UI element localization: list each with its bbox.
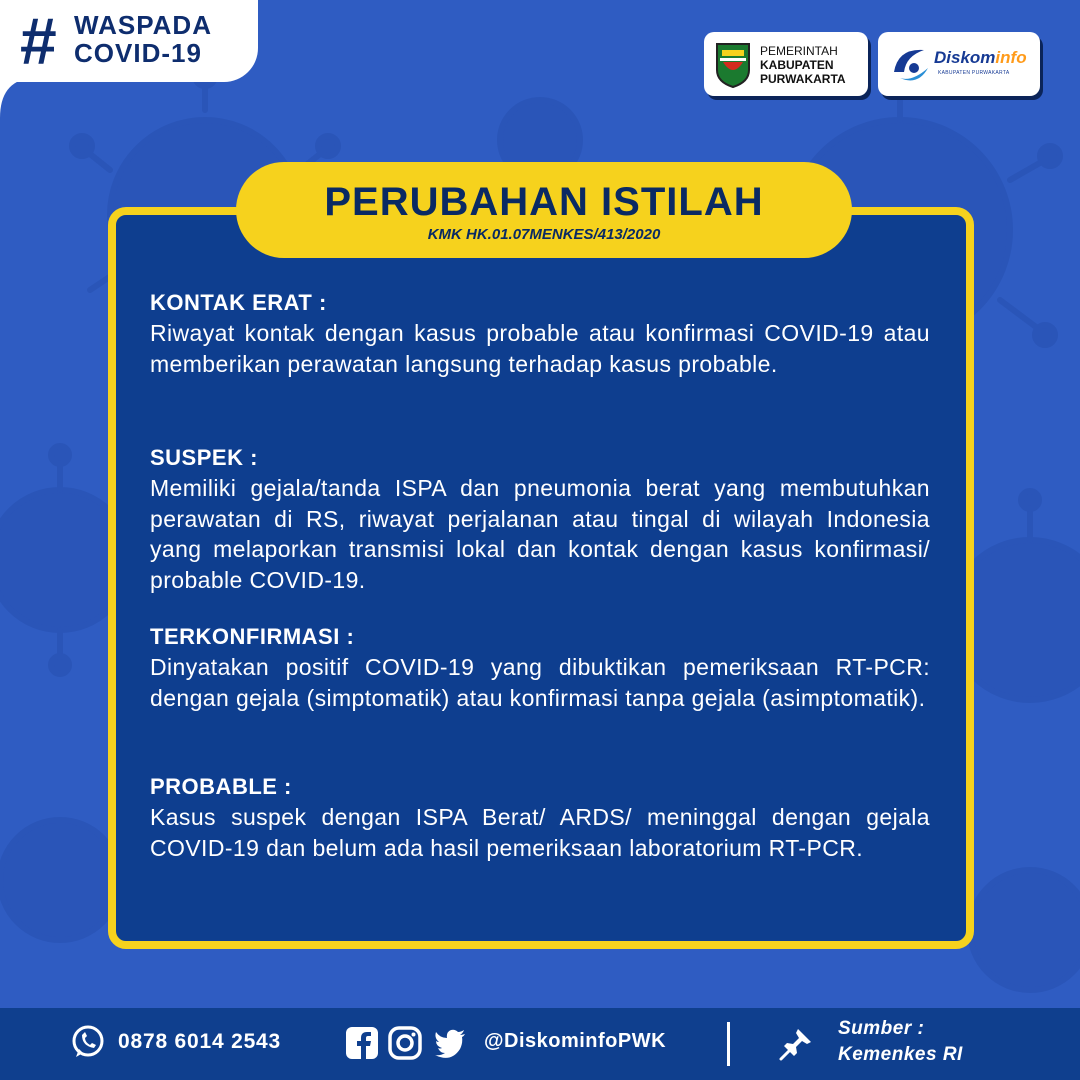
diskominfo-wordmark xyxy=(934,48,1027,68)
term-heading: PROBABLE : xyxy=(150,774,292,799)
pemkab-label xyxy=(760,44,846,86)
regulation-reference: KMK HK.01.07MENKES/413/2020 xyxy=(427,226,661,243)
purwakarta-crest-icon xyxy=(714,40,752,88)
term-section-kontak-erat xyxy=(150,288,930,379)
term-definition: Memiliki gejala/tanda ISPA dan pneumonia berat yang membutuhkan perawatan di RS, riwayat perjalanan atau tingal di wilayah Indonesia yang melaporkan transmisi lokal dan kontak dengan kasus konfirmasi/ probable COVID-19. xyxy=(150,475,930,593)
hashtag-line-2: COVID-19 xyxy=(74,38,202,68)
term-section-suspek xyxy=(150,443,930,595)
twitter-icon[interactable] xyxy=(433,1026,467,1060)
waspada-covid-hashtag-badge xyxy=(0,0,258,82)
term-definition: Riwayat kontak dengan kasus probable atau konfirmasi COVID-19 atau memberikan perawatan langsung terhadap kasus probable. xyxy=(150,320,930,377)
instagram-icon[interactable] xyxy=(388,1026,422,1060)
term-heading: KONTAK ERAT : xyxy=(150,290,327,315)
term-section-terkonfirmasi xyxy=(150,622,930,713)
footer-divider xyxy=(727,1022,730,1066)
source-value: Kemenkes RI xyxy=(838,1044,963,1065)
diskominfo-subtitle: KABUPATEN PURWAKARTA xyxy=(938,70,1010,76)
social-handle[interactable]: @DiskominfoPWK xyxy=(484,1030,667,1052)
facebook-icon[interactable] xyxy=(345,1026,379,1060)
term-heading: TERKONFIRMASI : xyxy=(150,624,355,649)
hashtag-line-1: WASPADA xyxy=(74,10,212,40)
pemkab-line-1: PEMERINTAH xyxy=(760,44,838,58)
pemkab-line-3: PURWAKARTA xyxy=(760,72,846,86)
phone-number[interactable]: 0878 6014 2543 xyxy=(118,1030,282,1053)
hashtag-tab-curve xyxy=(0,78,40,118)
diskominfo-wordmark-main: Diskom xyxy=(934,48,996,67)
whatsapp-icon xyxy=(70,1024,106,1060)
hashtag-symbol: # xyxy=(20,4,57,78)
footer-bar xyxy=(0,1008,1080,1080)
title-banner xyxy=(236,162,852,258)
page-title: PERUBAHAN ISTILAH xyxy=(324,180,764,224)
term-heading: SUSPEK : xyxy=(150,445,258,470)
pemkab-purwakarta-logo xyxy=(704,32,868,96)
source-label: Sumber : xyxy=(838,1018,925,1039)
pemkab-line-2: KABUPATEN xyxy=(760,58,834,72)
term-definition: Kasus suspek dengan ISPA Berat/ ARDS/ meninggal dengan gejala COVID-19 dan belum ada hasil pemeriksaan laboratorium RT-PCR. xyxy=(150,804,930,861)
pushpin-icon xyxy=(778,1026,814,1062)
diskominfo-wordmark-accent: info xyxy=(995,48,1027,67)
term-section-probable xyxy=(150,772,930,863)
diskominfo-logo xyxy=(878,32,1040,96)
diskominfo-swirl-icon xyxy=(888,42,934,86)
term-definition: Dinyatakan positif COVID-19 yang dibuktikan pemeriksaan RT-PCR: dengan gejala (simptomatik) atau konfirmasi tanpa gejala (asimptomatik). xyxy=(150,654,930,711)
